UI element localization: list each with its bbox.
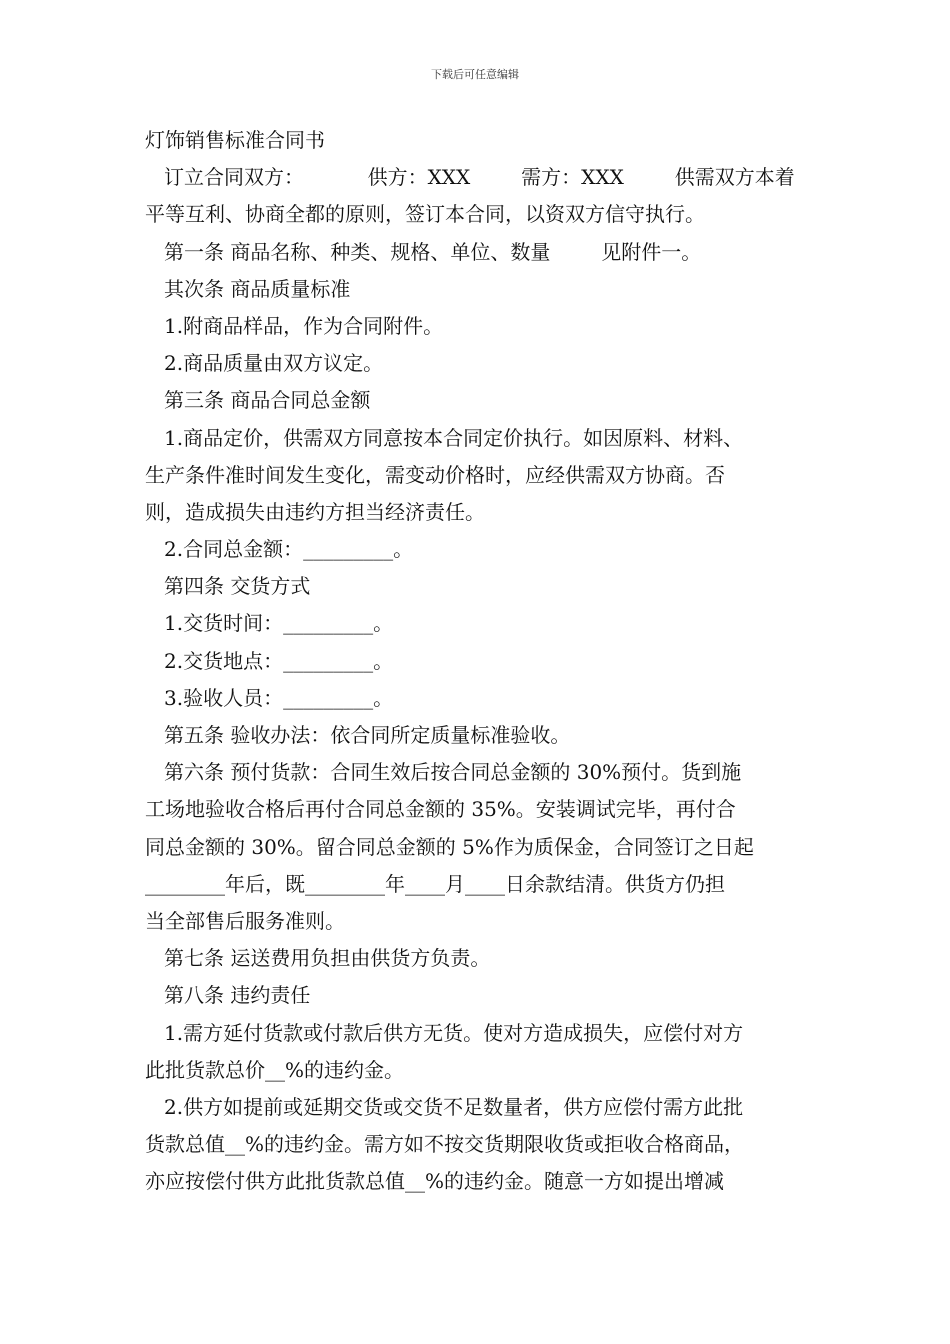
paragraph-line: 工场地验收合格后再付合同总金额的 35%。安装调试完毕，再付合 — [145, 797, 736, 822]
paragraph-line: 同总金额的 30%。留合同总金额的 5%作为质保金，合同签订之日起 — [145, 834, 754, 859]
paragraph-line: ________年后，既________年____月____日余款结清。供货方仍担 — [145, 871, 725, 896]
document-body — [145, 122, 810, 1200]
paragraph-line: 第一条 商品名称、种类、规格、单位、数量 见附件一。 — [164, 239, 702, 264]
paragraph-line: 此批货款总价__%的违约金。 — [145, 1057, 405, 1082]
section-heading: 第六条 预付货款：合同生效后按合同总金额的 30%预付。货到施 — [164, 760, 742, 785]
list-item: 1.交货时间：_________。 — [164, 611, 394, 636]
list-item: 2.商品质量由双方议定。 — [164, 351, 384, 376]
list-item: 1.附商品样品，作为合同附件。 — [164, 313, 444, 338]
paragraph-line: 订立合同双方： 供方：XXX 需方：XXX 供需双方本着 — [164, 165, 795, 190]
paragraph-line: 亦应按偿付供方此批货款总值__%的违约金。随意一方如提出增减 — [145, 1169, 725, 1194]
list-item: 1.商品定价，供需双方同意按本合同定价执行。如因原料、材料、 — [164, 425, 744, 450]
list-item: 3.验收人员：_________。 — [164, 685, 394, 710]
section-heading: 第八条 违约责任 — [164, 983, 311, 1008]
paragraph-line: 生产条件准时间发生变化，需变动价格时，应经供需双方协商。否 — [145, 462, 725, 487]
list-item: 2.交货地点：_________。 — [164, 648, 394, 673]
document-title: 灯饰销售标准合同书 — [145, 128, 325, 152]
page-header: 下载后可任意编辑 — [431, 68, 519, 81]
section-heading: 其次条 商品质量标准 — [164, 276, 351, 301]
paragraph-line: 当全部售后服务准则。 — [145, 908, 345, 933]
paragraph-line: 平等互利、协商全都的原则，签订本合同，以资双方信守执行。 — [145, 202, 705, 227]
paragraph-line: 则，造成损失由违约方担当经济责任。 — [145, 499, 485, 524]
paragraph-line: 货款总值__%的违约金。需方如不按交货期限收货或拒收合格商品， — [145, 1132, 745, 1157]
section-heading: 第七条 运送费用负担由供货方负责。 — [164, 946, 491, 971]
list-item: 2.供方如提前或延期交货或交货不足数量者，供方应偿付需方此批 — [164, 1094, 744, 1119]
section-heading: 第四条 交货方式 — [164, 574, 311, 599]
section-heading: 第三条 商品合同总金额 — [164, 388, 371, 413]
list-item: 2.合同总金额：_________。 — [164, 537, 414, 562]
list-item: 1.需方延付货款或付款后供方无货。使对方造成损失，应偿付对方 — [164, 1020, 744, 1045]
section-heading: 第五条 验收办法：依合同所定质量标准验收。 — [164, 723, 571, 747]
